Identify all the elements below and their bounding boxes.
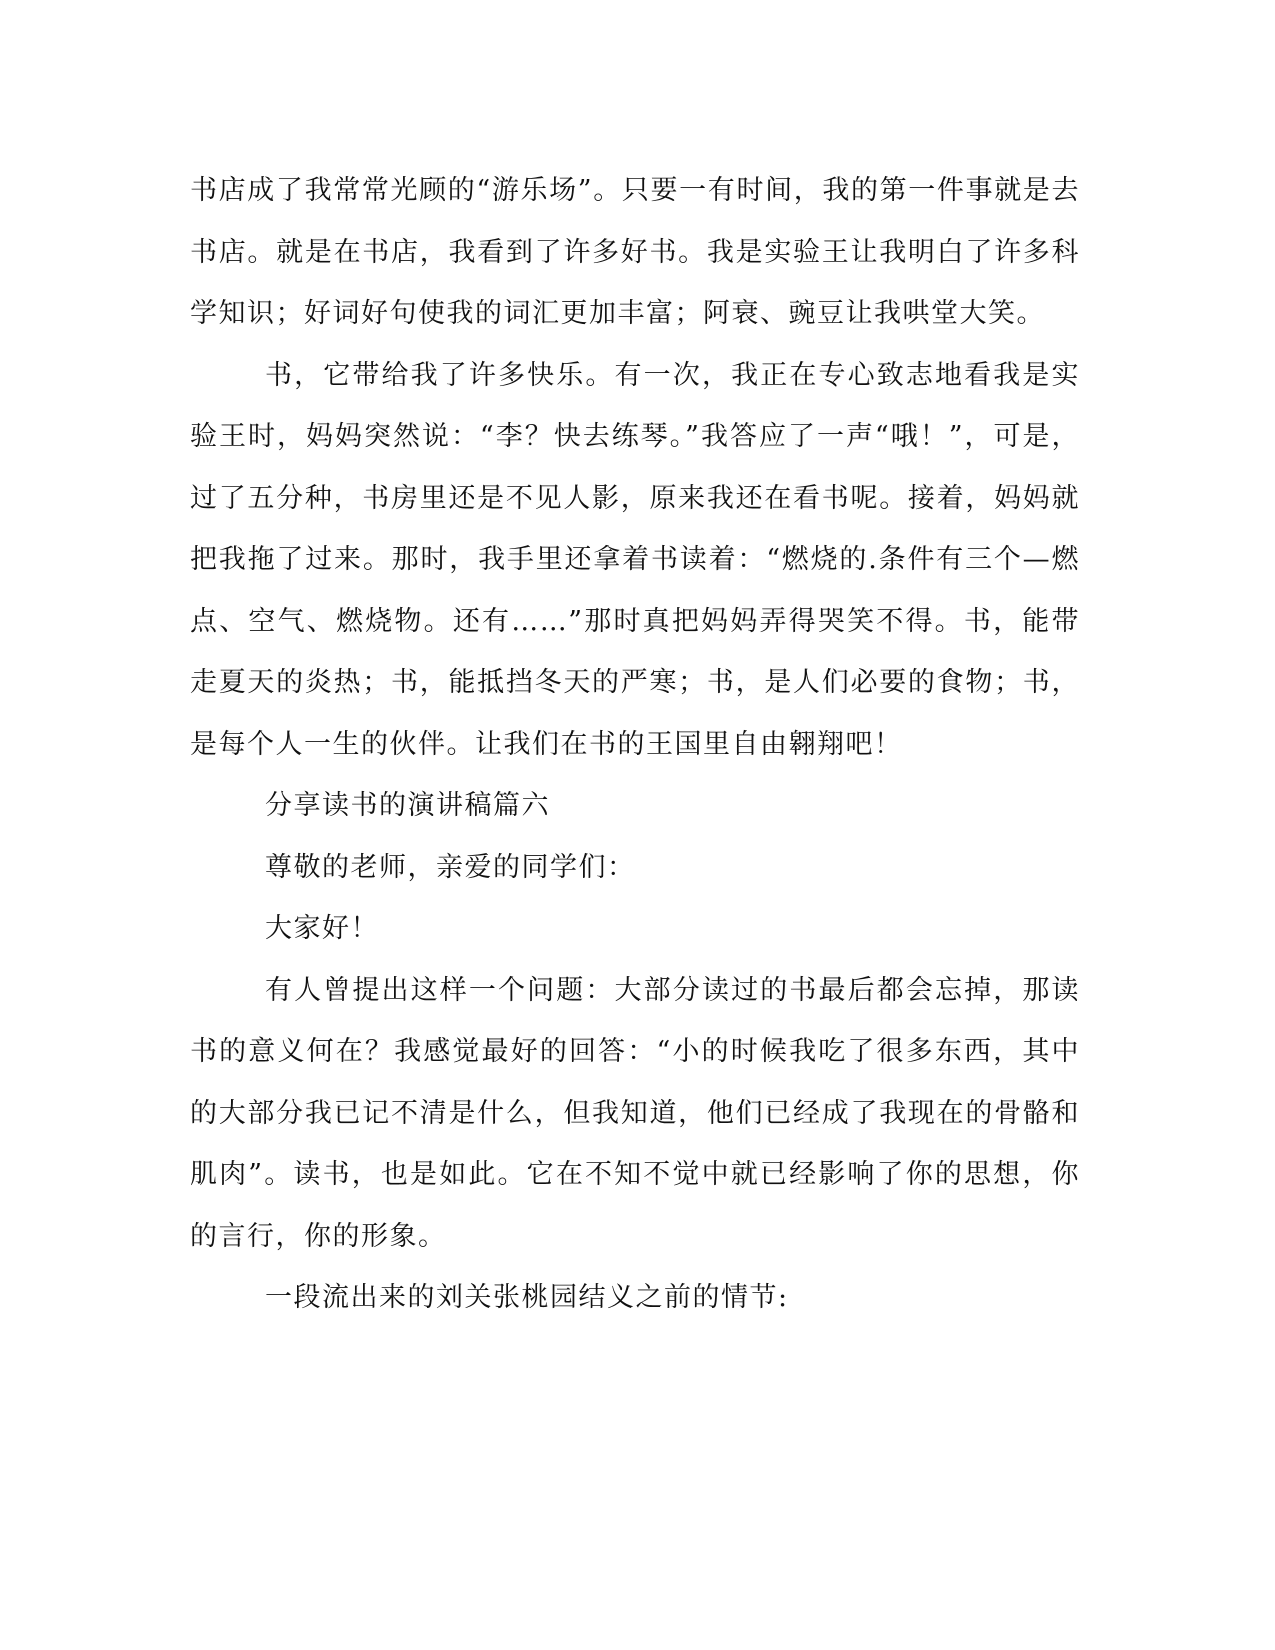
salutation: 尊敬的老师，亲爱的同学们：	[265, 851, 636, 883]
paragraph-bookstore: 书店成了我常常光顾的“游乐场”。只要一有时间，我的第一件事就是去书店。就是在书店，我看到了许多好书。我是实验王让我明白了许多科学知识；好词好句使我的词汇更加丰富；阿衰、豌豆让我哄堂大笑。	[190, 175, 1080, 329]
paragraph-story-intro: 一段流出来的刘关张桃园结义之前的情节:	[265, 1282, 789, 1313]
document-body	[190, 160, 1080, 1329]
section-heading: 分享读书的演讲稿篇六	[265, 790, 550, 821]
greeting: 大家好！	[265, 913, 379, 944]
paragraph-reading-joy: 书，它带给我了许多快乐。有一次，我正在专心致志地看我是实验王时，妈妈突然说：“李？快去练琴。”我答应了一声“哦！”，可是，过了五分种，书房里还是不见人影，原来我还在看书呢。接着，妈妈就把我拖了过来。那时，我手里还拿着书读着：“燃烧的.条件有三个—燃点、空气、燃烧物。还有……”那时真把妈妈弄得哭笑不得。书，能带走夏天的炎热；书，能抵挡冬天的严寒；书，是人们必要的食物；书，是每个人一生的伙伴。让我们在书的王国里自由翱翔吧！	[190, 359, 1080, 760]
paragraph-meaning-of-reading: 有人曾提出这样一个问题：大部分读过的书最后都会忘掉，那读书的意义何在？我感觉最好的回答：“小的时候我吃了很多东西，其中的大部分我已记不清是什么，但我知道，他们已经成了我现在的骨骼和肌肉”。读书，也是如此。它在不知不觉中就已经影响了你的思想，你的言行，你的形象。	[190, 974, 1080, 1252]
